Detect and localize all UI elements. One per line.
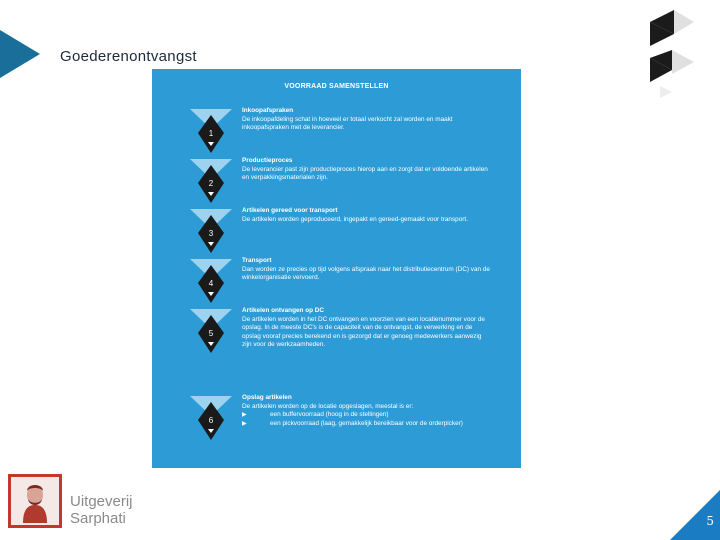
step-body: De inkoopafdeling schat in hoeveel er totaal verkocht zal worden en maakt inkoopafspraken met de leverancier. (242, 115, 453, 132)
step-text (242, 107, 492, 133)
slide-title: Goederenontvangst (60, 48, 197, 65)
step-title: Transport (242, 257, 272, 264)
step-diamond-icon (190, 396, 232, 442)
step-body: De artikelen worden in het DC ontvangen en voorzien van een locatienummer voor de opslag. In de meeste DC's is de capaciteit van de ontvangst, de verwerking en de opslag vooraf precies berekend en is gezorgd dat er genoeg medewerkers aanwezig zijn voor de werkzaamheden. (242, 315, 485, 349)
publisher-logo (8, 474, 62, 528)
step-body: De artikelen worden op de locatie opgeslagen, meestal is er: (242, 402, 414, 410)
publisher-name (70, 493, 133, 527)
step-diamond-icon (190, 209, 232, 255)
bullet-arrow-icon: ▶ (242, 412, 247, 419)
corner-accent (0, 30, 40, 78)
panel-title: VOORRAAD SAMENSTELLEN (284, 83, 389, 90)
bullet-text: een buffervoorraad (hoog in de stellingen) (270, 411, 389, 419)
step-body: De artikelen worden geproduceerd, ingepakt en gereed-gemaakt voor transport. (242, 215, 468, 223)
step-text (242, 157, 492, 183)
step-title: Artikelen gereed voor transport (242, 207, 338, 214)
step-number: 5 (208, 329, 214, 338)
step-number: 6 (208, 416, 214, 425)
step-text (242, 394, 492, 428)
step-diamond-icon (190, 309, 232, 355)
step-diamond-icon (190, 259, 232, 305)
step-title: Opslag artikelen (242, 394, 292, 401)
step-text (242, 307, 492, 350)
list-item (242, 411, 492, 420)
stock-process-panel (152, 69, 521, 468)
bullet-arrow-icon: ▶ (242, 420, 247, 427)
step-text (242, 257, 492, 283)
bullet-text: een pickvoorraad (laag, gemakkelijk bereikbaar voor de orderpicker) (270, 419, 463, 427)
step-text (242, 207, 492, 224)
step-diamond-icon (190, 109, 232, 155)
publisher-line2: Sarphati (70, 510, 126, 527)
publisher-line1: Uitgeverij (70, 493, 133, 510)
page-number: 5 (706, 514, 714, 528)
step-number: 3 (208, 229, 214, 238)
step-title: Productieproces (242, 157, 293, 164)
step-body: De leverancier past zijn productieproces hierop aan en zorgt dat er voldoende artikelen en verpakkingsmaterialen zijn. (242, 165, 488, 182)
step-number: 1 (208, 129, 214, 138)
decorative-diamonds (650, 0, 720, 110)
step-number: 2 (208, 179, 214, 188)
step-title: Artikelen ontvangen op DC (242, 307, 325, 314)
step-diamond-icon (190, 159, 232, 205)
step-title: Inkoopafspraken (242, 107, 294, 114)
step-number: 4 (208, 279, 214, 288)
list-item (242, 420, 492, 429)
step-body: Dan worden ze precies op tijd volgens afspraak naar het distributiecentrum (DC) van de winkelorganisatie vervoerd. (242, 265, 490, 282)
portrait-icon (11, 477, 59, 525)
